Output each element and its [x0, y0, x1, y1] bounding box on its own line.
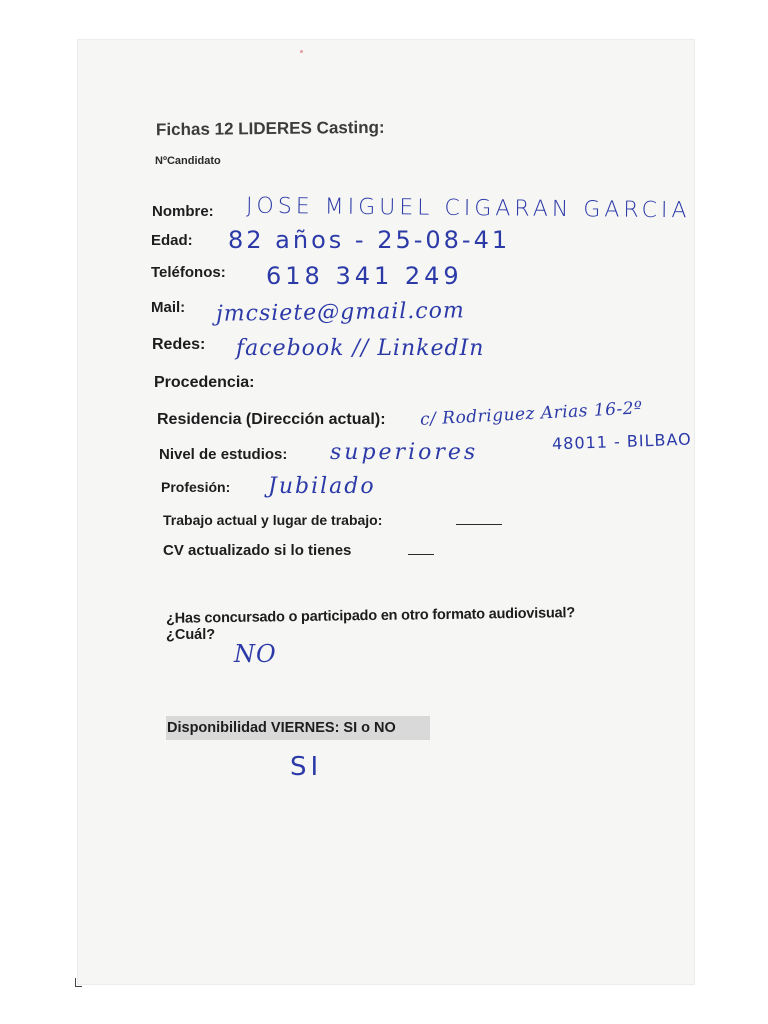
age-value: 82 años - 25-08-41 [228, 226, 511, 254]
audiovisual-question: ¿Has concursado o participado en otro formato audiovisual? [165, 605, 576, 627]
profession-value: Jubilado [268, 474, 376, 499]
phones-value: 618 341 249 [266, 262, 463, 290]
age-label: Edad: [151, 232, 193, 249]
education-label: Nivel de estudios: [159, 446, 288, 463]
availability-answer: SI [290, 752, 323, 782]
paper-mark [300, 50, 303, 53]
residence-value-line2: 48011 - BILBAO [551, 429, 692, 454]
audiovisual-answer: NO [234, 640, 277, 668]
origin-label: Procedencia: [154, 374, 255, 391]
mail-label: Mail: [151, 299, 186, 316]
residence-value-line1: c/ Rodriguez Arias 16-2º [419, 398, 644, 430]
mail-value: jmcsiete@gmail.com [215, 298, 465, 327]
audiovisual-question-which: ¿Cuál? [166, 627, 216, 643]
current-job-label: Trabajo actual y lugar de trabajo: [163, 512, 383, 528]
current-job-dash [456, 524, 502, 525]
cv-label: CV actualizado si lo tienes [163, 542, 352, 559]
social-label: Redes: [152, 336, 206, 353]
form-title: Fichas 12 LIDERES Casting: [155, 117, 385, 140]
availability-label: Disponibilidad VIERNES: SI o NO [167, 720, 396, 736]
candidate-number-label: NºCandidato [155, 155, 221, 167]
residence-label: Residencia (Dirección actual): [157, 411, 386, 428]
scan-corner-mark [75, 978, 82, 987]
education-value: superiores [330, 440, 479, 465]
name-value: JOSE MIGUEL CIGARAN GARCIA [245, 193, 691, 224]
name-label: Nombre: [152, 203, 214, 220]
social-value: facebook // LinkedIn [236, 336, 485, 361]
profession-label: Profesión: [161, 479, 231, 495]
phones-label: Teléfonos: [151, 264, 226, 281]
cv-dash [408, 554, 434, 555]
